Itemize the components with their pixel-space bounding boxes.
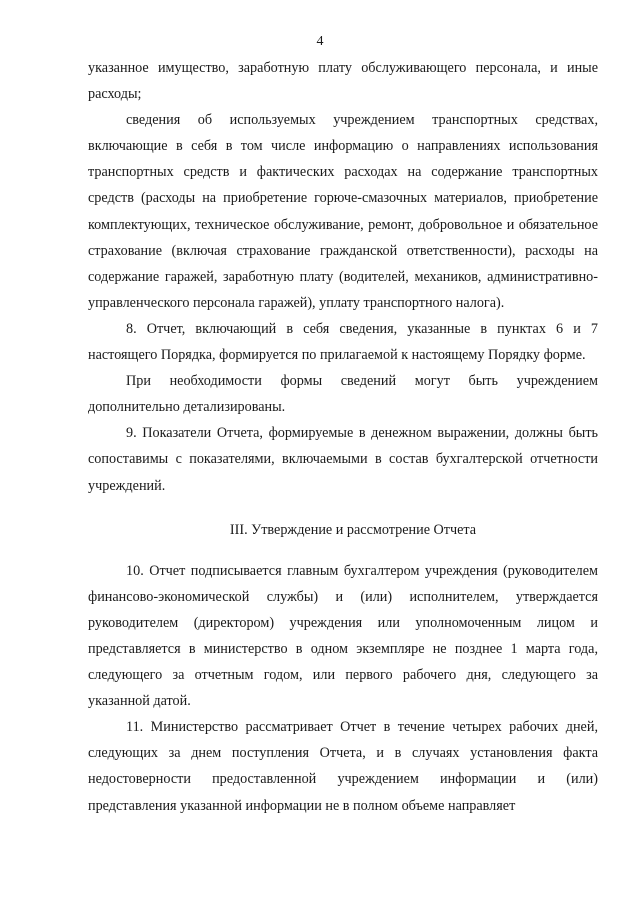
paragraph-item-8: 8. Отчет, включающий в себя сведения, указанные в пунктах 6 и 7 настоящего Порядка, формируется по прилагаемой к настоящему Порядку форме.: [88, 320, 598, 364]
paragraph-transport-info: сведения об используемых учреждением транспортных средствах, включающие в себя в том числе информацию о направлениях использования транспортных средств и фактических расходах на содержание транспортных средств (расходы на приобретение горюче-смазочных материалов, приобретение комплектующих, техническое обслуживание, ремонт, добровольное и обязательное страхование (включая страхование гражданской ответственности), расходы на содержание гаражей, заработную плату (водителей, механиков, административно-управленческого персонала гаражей), уплату транспортного налога).: [88, 112, 598, 311]
paragraph-detailing: При необходимости формы сведений могут быть учреждением дополнительно детализированы.: [88, 373, 598, 416]
section-heading: III. Утверждение и рассмотрение Отчета: [229, 521, 477, 538]
paragraph-item-10: 10. Отчет подписывается главным бухгалтером учреждения (руководителем финансово-экономической службы) и (или) исполнителем, утверждается руководителем (директором) учреждения или уполномоченным лицом и представляется в министерство в одном экземпляре не позднее 1 марта года, следующего за отчетным годом, или первого рабочего дня, следующего за указанной датой.: [88, 562, 598, 710]
paragraph-item-9: 9. Показатели Отчета, формируемые в денежном выражении, должны быть сопоставимы с показателями, включаемыми в состав бухгалтерской отчетности учреждений.: [88, 425, 598, 494]
paragraph-expenses-continuation: указанное имущество, заработную плату обслуживающего персонала, и иные расходы;: [88, 60, 598, 103]
document-body: [88, 55, 598, 819]
paragraph-item-11: 11. Министерство рассматривает Отчет в течение четырех рабочих дней, следующих за днем поступления Отчета, и в случаях установления факта недостоверности предоставленной учреждением информации и (или) представления указанной информации не в полном объеме направляет: [88, 719, 598, 814]
page-number: 4: [316, 34, 324, 49]
